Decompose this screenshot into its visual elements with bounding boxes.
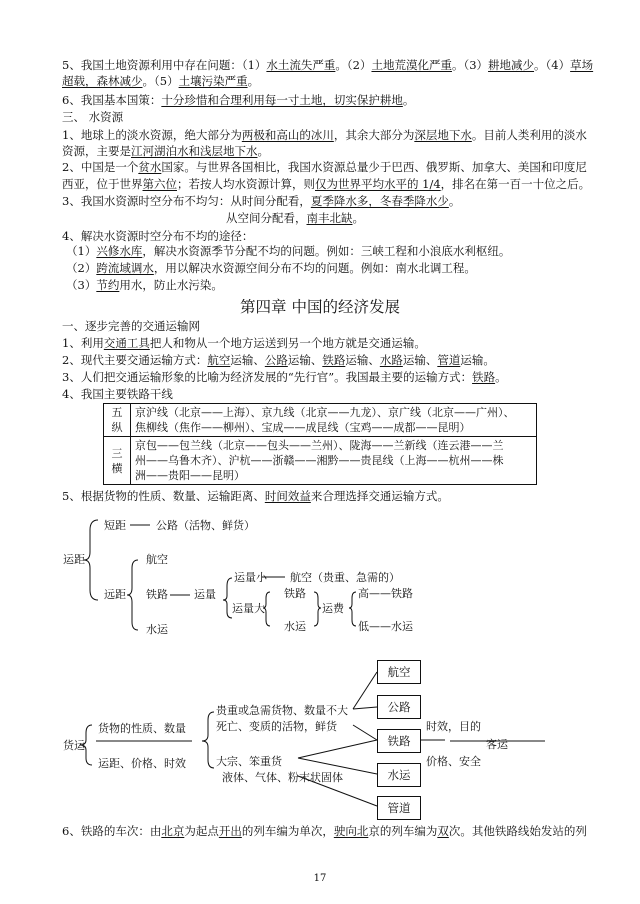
underlined-term: 水土流失严重 [266, 58, 336, 72]
short-distance-label: 短距 [104, 519, 126, 532]
text: 。 [448, 194, 461, 208]
train-number-line [62, 823, 587, 839]
key-char: 五 [111, 406, 123, 419]
cell-line: 洲——贵阳——昆明） [135, 469, 245, 482]
underlined-term: 铁路 [472, 370, 496, 384]
transport-line-4: 4、我国主要铁路干线 [62, 387, 173, 401]
underlined-term: 两极和高山的冰川 [241, 128, 334, 142]
bulk-goods-label: 大宗、笨重货 [216, 755, 282, 768]
water-large-label: 水运 [284, 620, 306, 633]
text: 3、人们把交通运输形象的比喻为经济发展的“先行官”。我国最主要的运输方式： [62, 370, 473, 384]
text: 。 [257, 144, 269, 158]
underlined-term: 夏季降水多，冬春季降水少 [310, 194, 449, 208]
underlined-term: 开出 [218, 824, 242, 838]
text: （1） [66, 244, 97, 258]
volume-label: 运量 [194, 588, 216, 601]
cell-line: 京包——包兰线（北京——包头——兰州）、陇海——兰新线（连云港——兰 [135, 439, 504, 452]
air-label: 航空 [146, 553, 168, 566]
large-volume-label: 运量大 [232, 602, 265, 615]
goods-branch-label: 货物的性质、数量 [98, 722, 186, 735]
fluid-goods-label: 液体、气体、粉末状固体 [222, 771, 343, 784]
underlined-term: 航空 [207, 353, 231, 367]
underlined-term: 北京 [161, 824, 185, 838]
text: ，解决水资源季节分配不均的问题。例如：三峡工程和小浪底水利枢纽。 [142, 244, 511, 258]
underlined-term: 公路 [264, 353, 288, 367]
text: 。目前人类利用的淡水 [471, 128, 587, 142]
text: 。 [495, 370, 507, 384]
distance-root-label: 运距 [63, 553, 85, 566]
text: 为起点 [184, 824, 219, 838]
text: 来合理选择交通运输方式。 [310, 489, 449, 503]
underlined-term: 十分珍惜和合理利用每一寸土地，切实保护耕地 [161, 93, 403, 107]
underlined-term: 时间效益 [264, 489, 311, 503]
text: 西亚，位于世界 [62, 177, 143, 191]
text: 。 [247, 74, 260, 88]
text: 2、中国是一个 [62, 160, 139, 174]
underlined-term: 第六位 [142, 177, 177, 191]
water-line-7: 4、解决水资源时空分布不均的途径： [62, 229, 254, 243]
text: 国家。与世界各国相比，我国水资源总量少于巴西、俄罗斯、加拿大、美国和印度尼 [161, 160, 587, 174]
long-distance-label: 远距 [104, 588, 126, 601]
air-small-label: 航空（贵重、急需的） [290, 571, 400, 584]
underlined-term: 耕地减少 [488, 58, 535, 72]
text: 运输、 [345, 353, 380, 367]
text: ，排名在第一百一十位之后。 [440, 177, 591, 191]
text: 5、根据货物的性质、数量、运输距离、 [62, 489, 265, 503]
key-char: 横 [111, 461, 123, 475]
text: 6、铁路的车次：由 [62, 824, 162, 838]
rail-large-label: 铁路 [284, 587, 306, 600]
road-box: 公路 [377, 695, 421, 719]
water-box: 水运 [377, 763, 421, 787]
text: 。（2） [335, 58, 372, 72]
underlined-term: 超载，森林减少 [62, 74, 143, 88]
pipeline-box: 管道 [377, 796, 421, 820]
distance-branch-label: 运距、价格、时效 [98, 757, 186, 770]
timeliness-label: 时效，目的 [426, 720, 481, 733]
text: 。（4） [534, 58, 571, 72]
text: 3、我国水资源时空分布不均匀：从时间分配看， [62, 194, 311, 208]
text: （3） [66, 278, 97, 292]
key-char: 纵 [111, 421, 123, 434]
text: 。 [402, 93, 415, 107]
text: 运输、 [230, 353, 265, 367]
page-number: 17 [313, 873, 327, 884]
text: 资源，主要是 [62, 144, 131, 158]
text: 的列车编为单次， [241, 824, 334, 838]
underlined-term: 仅为世界平均水平的 1/4 [315, 177, 441, 191]
cost-label: 运费 [322, 602, 344, 615]
underlined-term: 土地荒漠化严重 [371, 58, 452, 72]
section-heading: 一、逐步完善的交通运输网 [62, 319, 200, 333]
underlined-term: 铁路 [322, 353, 346, 367]
cell-line: 州——乌鲁木齐）、沪杭——浙赣——湘黔——贵昆线（上海——杭州——株 [135, 454, 504, 467]
text: 运输、 [402, 353, 438, 367]
rail-box: 铁路 [377, 729, 421, 753]
small-volume-label: 运量小 [234, 571, 267, 584]
text: 从空间分配看， [226, 211, 307, 225]
text: 京的列车编为 [368, 824, 438, 838]
valuable-goods-label: 贵重或急需货物、数量不大 [216, 704, 348, 717]
text: 运输、 [287, 353, 323, 367]
underlined-term: 水路 [379, 353, 403, 367]
high-cost-label: 高——铁路 [358, 587, 413, 600]
live-goods-label: 死亡、变质的活物，鲜货 [216, 720, 337, 733]
text: 5、我国土地资源利用中存在问题：（1） [62, 58, 267, 72]
cell-line: 焦柳线（焦作——柳州）、宝成——成昆线（宝鸡——成都——昆明） [135, 421, 471, 434]
freight-root-label: 货运 [63, 739, 85, 752]
underlined-term: 兴修水库 [96, 244, 143, 258]
underlined-term: 江河湖泊水和浅层地下水 [131, 144, 258, 158]
key-char: 三 [111, 446, 123, 460]
text: ，用以解决水资源空间分布不均的问题。例如：南水北调工程。 [153, 261, 476, 275]
underlined-term: 跨流域调水 [96, 261, 154, 275]
text: ，其余大部分为 [333, 128, 415, 142]
text: 1、利用 [62, 336, 104, 350]
passenger-label: 客运 [486, 738, 508, 751]
rail-label: 铁路 [146, 588, 168, 601]
water-label: 水运 [146, 623, 168, 636]
underlined-term: 南丰北缺 [306, 211, 353, 225]
text: 次。其他铁路线始发站的列 [448, 824, 587, 838]
text: ；若按人均水资源计算，则 [177, 177, 315, 191]
cell-line: 京沪线（北京——上海）、京九线（北京——九龙）、京广线（北京——广州）、 [135, 406, 515, 419]
underlined-term: 草场 [570, 58, 594, 72]
price-safety-label: 价格、安全 [426, 755, 481, 768]
underlined-term: 驶向北 [333, 824, 369, 838]
water-heading: 三、 水资源 [62, 110, 124, 124]
chapter-title: 第四章 中国的经济发展 [240, 298, 400, 316]
text: 1、地球上的淡水资源，绝大部分为 [62, 128, 242, 142]
text: （2） [66, 261, 97, 275]
text: 。（5） [142, 74, 179, 88]
text: 2、现代主要交通运输方式： [62, 353, 208, 367]
text: 用水，防止水污染。 [119, 278, 223, 292]
underlined-term: 土壤污染严重 [178, 74, 248, 88]
text: 把人和物从一个地方运送到另一个地方就是交通运输。 [149, 336, 426, 350]
short-mode-label: 公路（活物、鲜货） [156, 519, 255, 532]
underlined-term: 深层地下水 [414, 128, 472, 142]
air-box: 航空 [377, 660, 421, 684]
low-cost-label: 低——水运 [358, 620, 413, 633]
underlined-term: 交通工具 [103, 336, 150, 350]
text: 。（3） [451, 58, 489, 72]
underlined-term: 双 [437, 824, 449, 838]
underlined-term: 管道 [437, 353, 461, 367]
underlined-term: 贫水 [138, 160, 162, 174]
underlined-term: 节约 [96, 278, 120, 292]
text: 6、我国基本国策： [62, 93, 162, 107]
text: 运输。 [460, 353, 495, 367]
text: 。 [352, 211, 364, 225]
